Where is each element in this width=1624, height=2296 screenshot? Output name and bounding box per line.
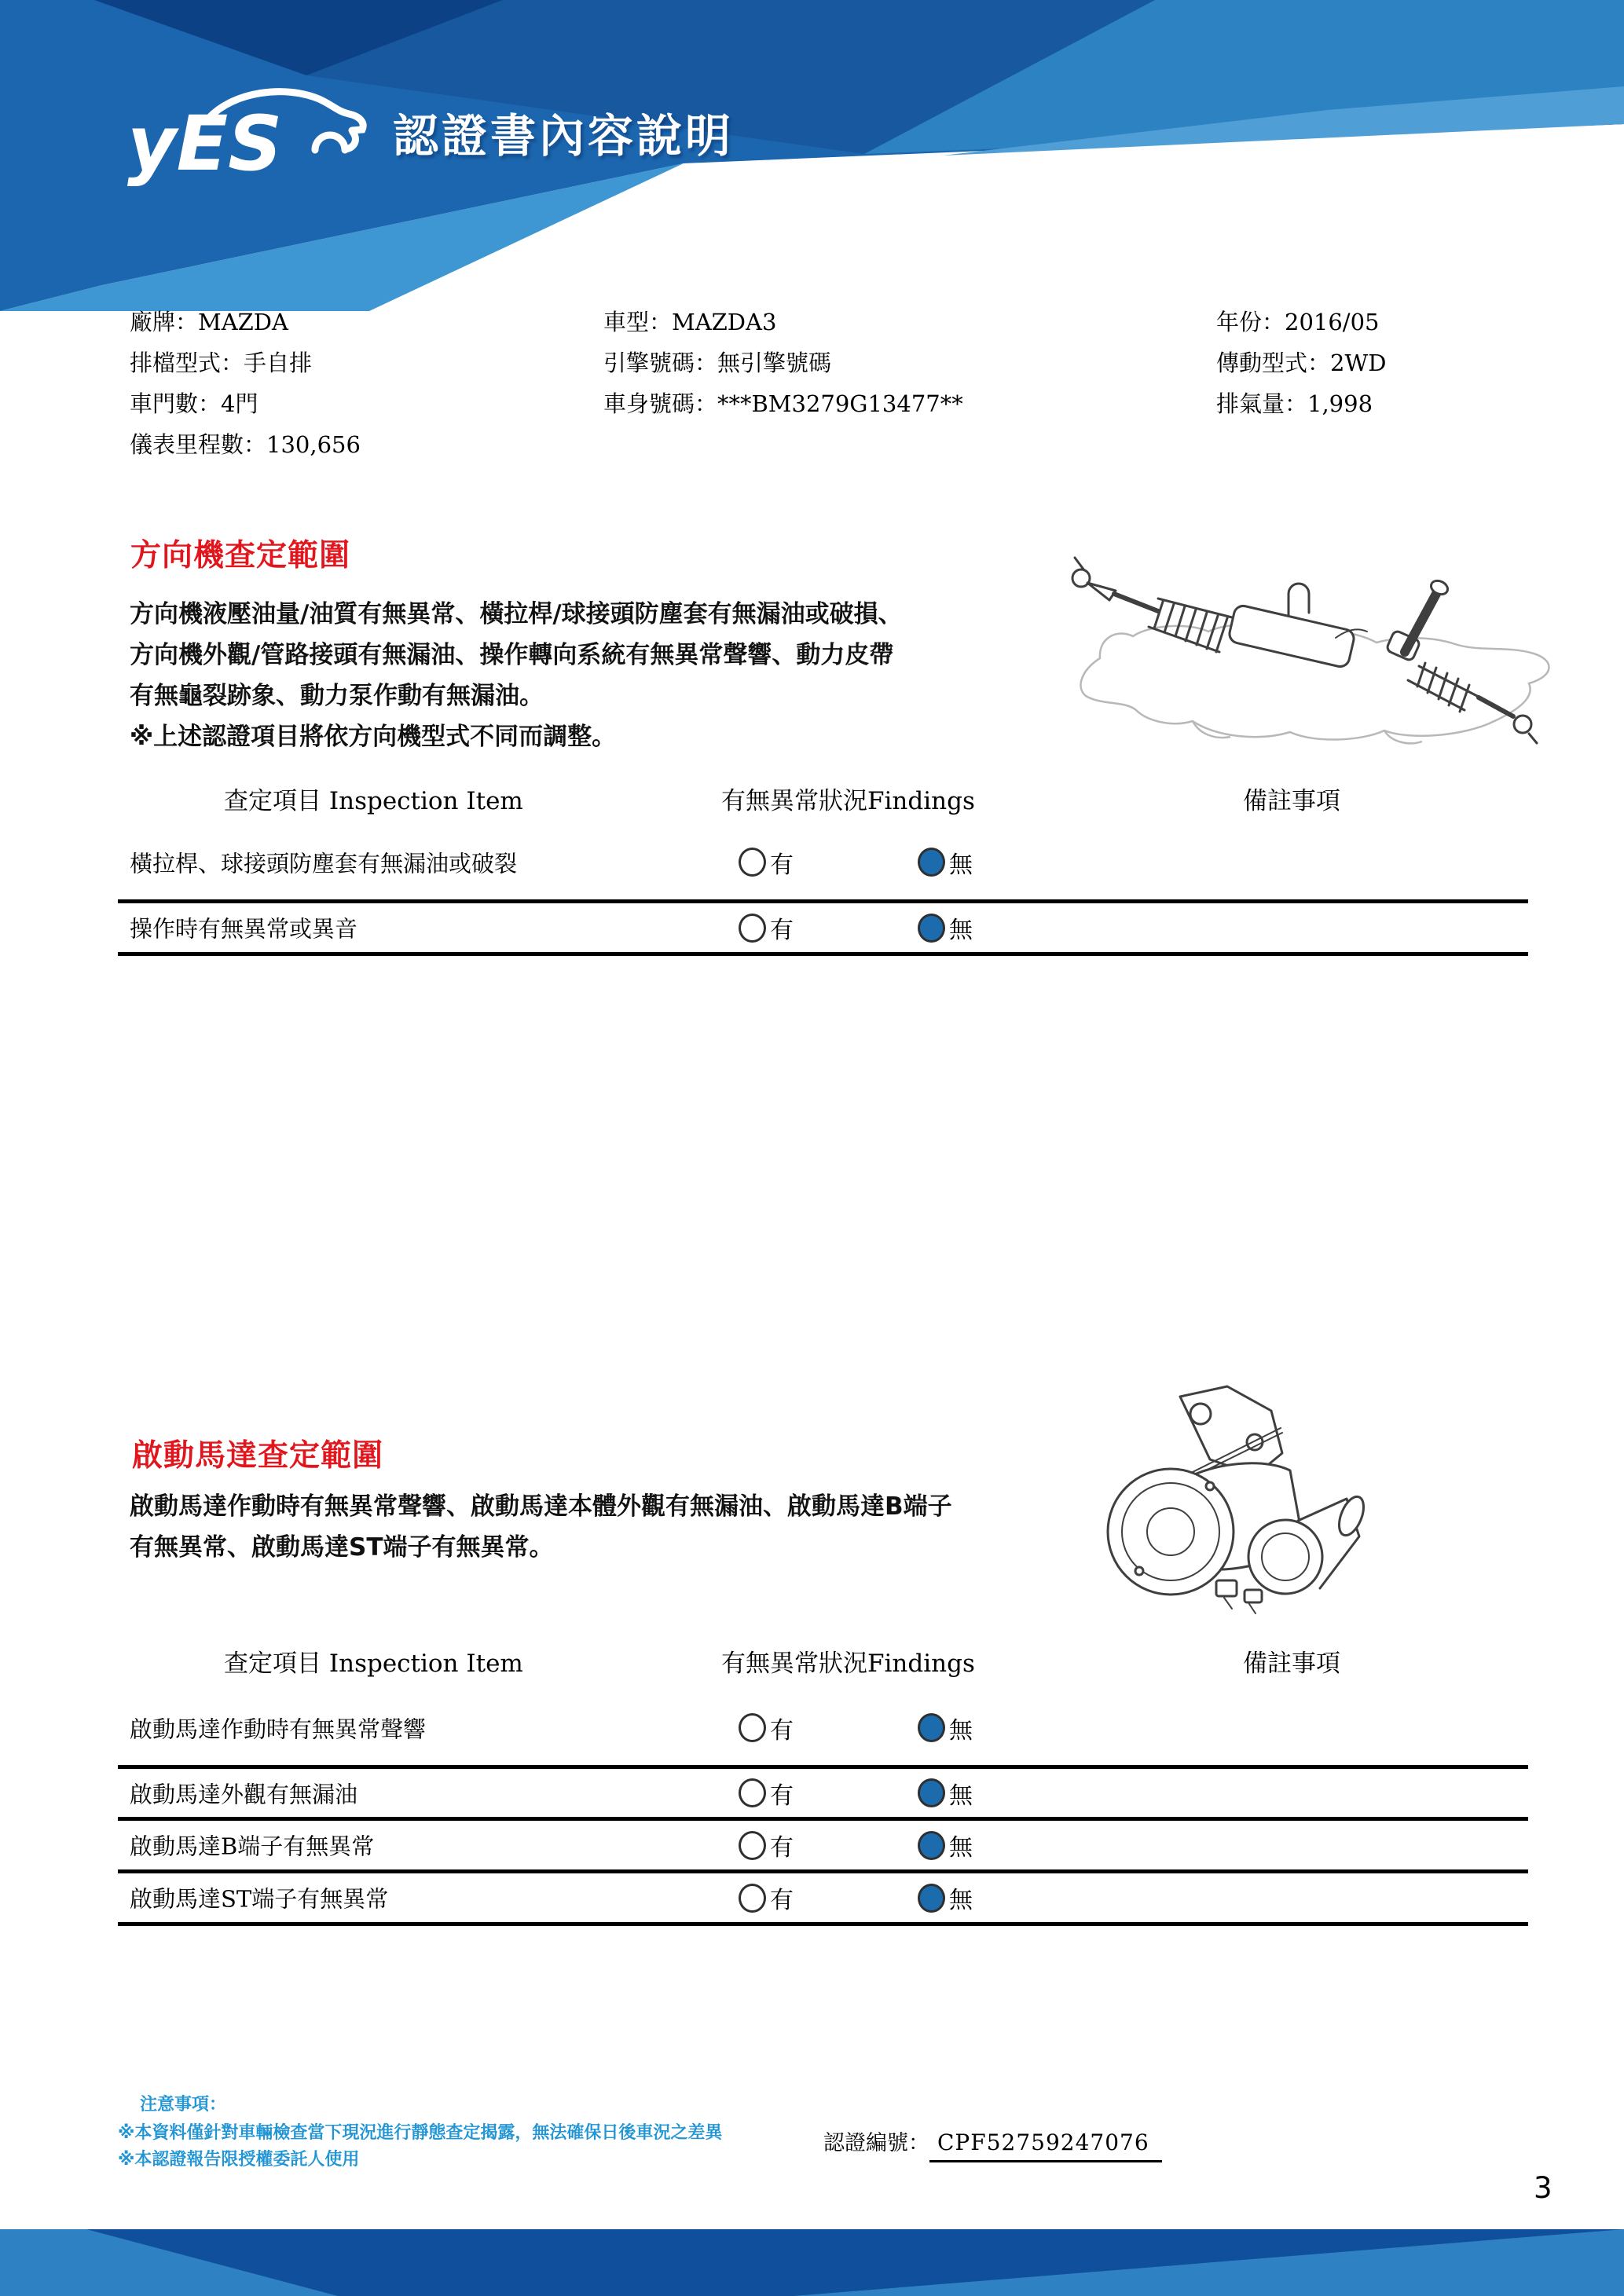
vehicle-odometer: 儀表里程數：130,656 bbox=[130, 431, 361, 458]
radio-none-selected[interactable] bbox=[918, 1713, 945, 1742]
finding-option-has bbox=[739, 910, 794, 945]
table-row bbox=[118, 825, 1528, 903]
radio-none-label: 無 bbox=[949, 1782, 973, 1810]
table-header-findings: 有無異常狀況Findings bbox=[721, 1650, 975, 1678]
vehicle-year: 年份：2016/05 bbox=[1216, 309, 1380, 335]
page-title: 認證書內容說明 bbox=[393, 109, 735, 163]
radio-has[interactable] bbox=[739, 848, 766, 877]
certificate-number-label: 認證編號： bbox=[823, 2131, 929, 2155]
header-banner bbox=[0, 0, 1624, 338]
inspection-item-label: 啟動馬達B端子有無異常 bbox=[130, 1833, 375, 1860]
radio-none-label: 無 bbox=[949, 1716, 973, 1745]
radio-has[interactable] bbox=[739, 1831, 766, 1860]
vehicle-displacement: 排氣量：1,998 bbox=[1216, 390, 1373, 417]
finding-option-none bbox=[918, 1776, 973, 1811]
page-number: 3 bbox=[1534, 2171, 1553, 2205]
section-title-starter: 啟動馬達查定範圍 bbox=[132, 1438, 384, 1474]
radio-has[interactable] bbox=[739, 1713, 766, 1742]
table-row bbox=[118, 1821, 1528, 1873]
section-description-starter bbox=[130, 1486, 952, 1568]
radio-none-label: 無 bbox=[949, 851, 973, 879]
inspection-item-label: 啟動馬達外觀有無漏油 bbox=[130, 1781, 358, 1807]
inspection-item-label: 橫拉桿、球接頭防塵套有無漏油或破裂 bbox=[130, 850, 518, 877]
inspection-item-label: 啟動馬達ST端子有無異常 bbox=[130, 1885, 389, 1913]
inspection-item-label: 啟動馬達作動時有無異常聲響 bbox=[130, 1716, 427, 1742]
radio-none-selected[interactable] bbox=[918, 1778, 945, 1807]
radio-none-label: 無 bbox=[949, 1887, 973, 1914]
finding-option-has bbox=[739, 1711, 794, 1745]
description-line: 方向機外觀/管路接頭有無漏油、操作轉向系統有無異常聲響、動力皮帶 bbox=[130, 641, 894, 669]
description-note: ※上述認證項目將依方向機型式不同而調整。 bbox=[130, 723, 617, 751]
finding-option-has bbox=[739, 1880, 794, 1915]
vehicle-engine-number: 引擎號碼：無引擎號碼 bbox=[603, 350, 832, 376]
radio-none-label: 無 bbox=[949, 1834, 973, 1862]
radio-none-selected[interactable] bbox=[918, 848, 945, 877]
finding-option-none bbox=[918, 1711, 973, 1745]
table-header-item: 查定項目 Inspection Item bbox=[224, 1650, 523, 1678]
description-line: 啟動馬達作動時有無異常聲響、啟動馬達本體外觀有無漏油、啟動馬達B端子 bbox=[130, 1492, 952, 1521]
certificate-number-value: CPF52759247076 bbox=[929, 2129, 1162, 2162]
radio-none-selected[interactable] bbox=[918, 914, 945, 943]
radio-has-label: 有 bbox=[770, 917, 794, 944]
table-header-findings: 有無異常狀況Findings bbox=[721, 787, 975, 815]
finding-option-has bbox=[739, 1828, 794, 1862]
finding-option-has bbox=[739, 845, 794, 880]
finding-option-none bbox=[918, 845, 973, 880]
notice-line-1: ※本資料僅針對車輛檢查當下現況進行靜態查定揭露，無法確保日後車況之差異 bbox=[118, 2123, 723, 2143]
table-header-remarks: 備註事項 bbox=[1243, 787, 1340, 815]
radio-has-label: 有 bbox=[770, 1782, 794, 1810]
vehicle-drivetrain: 傳動型式：2WD bbox=[1216, 350, 1387, 376]
radio-none-selected[interactable] bbox=[918, 1831, 945, 1860]
vehicle-model: 車型：MAZDA3 bbox=[603, 309, 777, 335]
certificate-number-block bbox=[823, 2126, 1162, 2162]
radio-has-label: 有 bbox=[770, 1887, 794, 1914]
radio-has-label: 有 bbox=[770, 851, 794, 879]
vehicle-info-column-2 bbox=[603, 302, 963, 424]
yes-logo bbox=[124, 77, 383, 187]
vehicle-brand: 廠牌：MAZDA bbox=[130, 309, 288, 335]
vehicle-vin: 車身號碼：***BM3279G13477** bbox=[603, 390, 963, 417]
vehicle-transmission-type: 排檔型式：手自排 bbox=[130, 350, 313, 376]
section-description-steering bbox=[130, 594, 903, 757]
table-row bbox=[118, 1873, 1528, 1926]
notice-title: 注意事項： bbox=[140, 2095, 227, 2115]
description-line: 有無異常、啟動馬達ST端子有無異常。 bbox=[130, 1533, 554, 1562]
vehicle-info-column-1 bbox=[130, 302, 361, 465]
table-row bbox=[118, 903, 1528, 956]
radio-has[interactable] bbox=[739, 1778, 766, 1807]
radio-has[interactable] bbox=[739, 914, 766, 943]
radio-has[interactable] bbox=[739, 1884, 766, 1913]
starter-motor-illustration bbox=[1092, 1382, 1375, 1626]
vehicle-door-count: 車門數：4門 bbox=[130, 390, 258, 417]
description-line: 方向機液壓油量/油質有無異常、橫拉桿/球接頭防塵套有無漏油或破損、 bbox=[130, 600, 903, 628]
footer-banner bbox=[0, 2229, 1624, 2296]
finding-option-none bbox=[918, 1828, 973, 1862]
table-row bbox=[118, 1690, 1528, 1769]
notice-line-2: ※本認證報告限授權委託人使用 bbox=[118, 2150, 360, 2170]
finding-option-none bbox=[918, 1880, 973, 1915]
table-header-item: 查定項目 Inspection Item bbox=[224, 787, 523, 815]
finding-option-has bbox=[739, 1776, 794, 1811]
inspection-item-label: 操作時有無異常或異音 bbox=[130, 915, 358, 943]
radio-none-selected[interactable] bbox=[918, 1884, 945, 1913]
vehicle-info-column-3 bbox=[1216, 302, 1387, 424]
radio-none-label: 無 bbox=[949, 917, 973, 944]
table-row bbox=[118, 1769, 1528, 1821]
radio-has-label: 有 bbox=[770, 1716, 794, 1745]
steering-rack-illustration bbox=[1053, 542, 1556, 762]
section-title-steering: 方向機查定範圍 bbox=[130, 538, 351, 573]
finding-option-none bbox=[918, 910, 973, 945]
radio-has-label: 有 bbox=[770, 1834, 794, 1862]
description-line: 有無龜裂跡象、動力泵作動有無漏油。 bbox=[130, 682, 544, 710]
logo-text: yES bbox=[127, 100, 283, 187]
table-header-remarks: 備註事項 bbox=[1243, 1650, 1340, 1678]
